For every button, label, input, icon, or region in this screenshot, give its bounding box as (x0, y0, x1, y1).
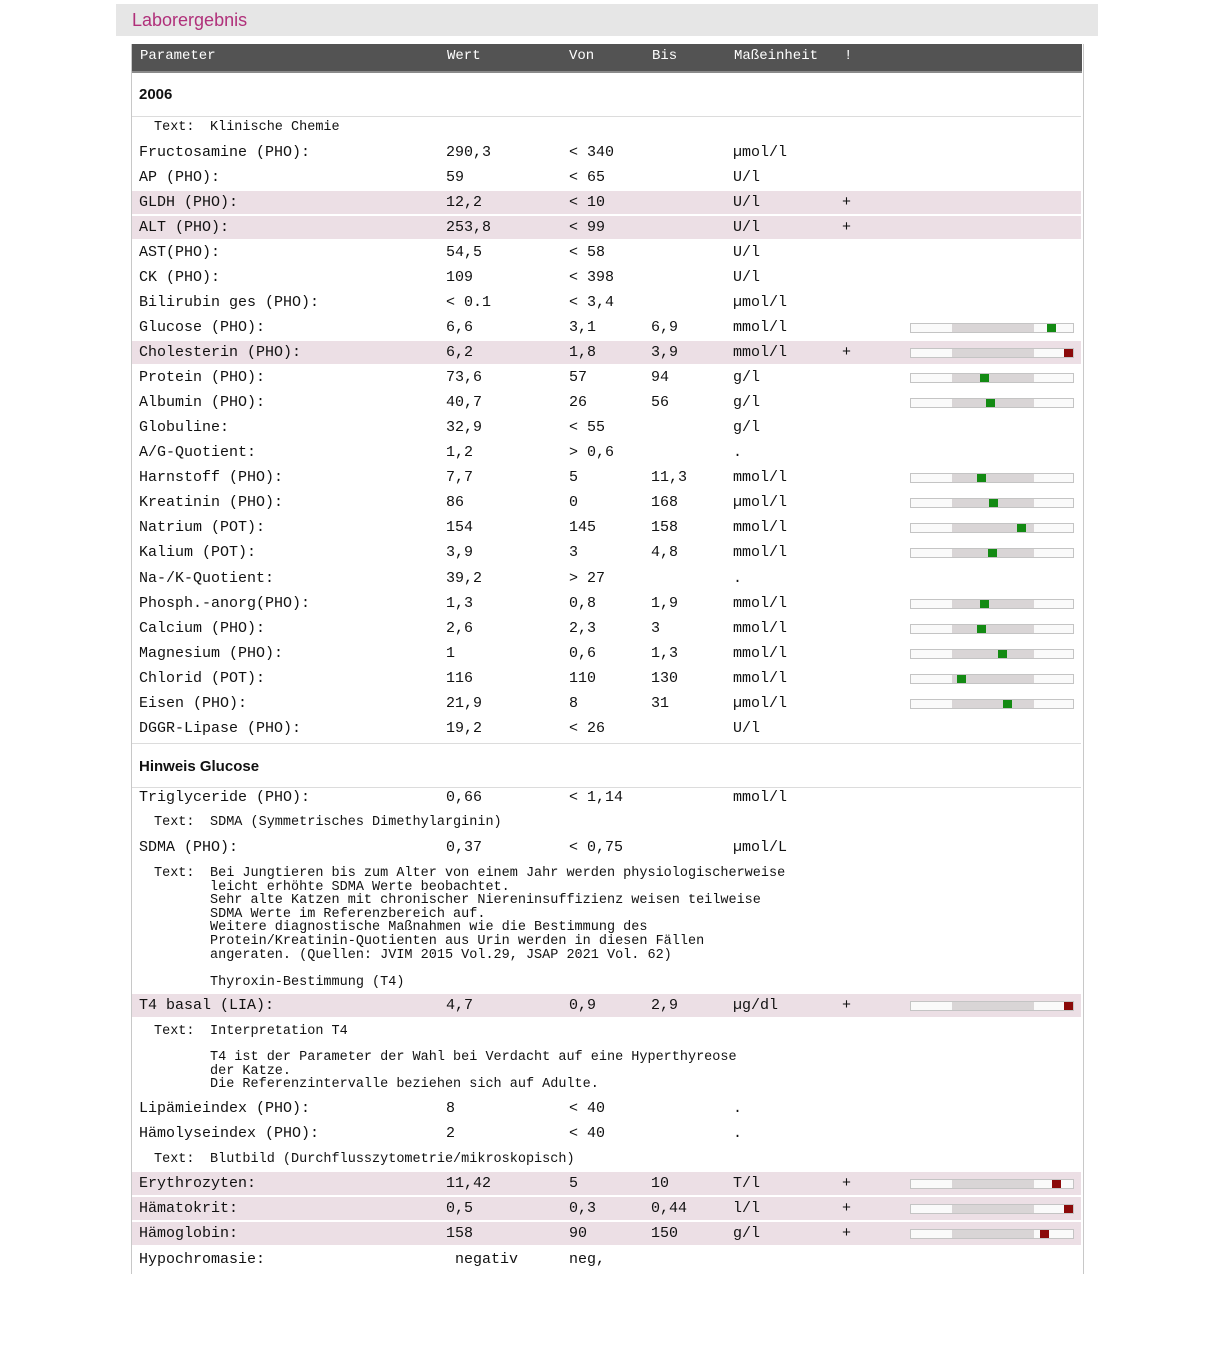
unit: µmol/l (733, 494, 788, 511)
range-indicator-bar (910, 373, 1074, 383)
unit: g/l (733, 394, 761, 411)
unit: g/l (733, 419, 761, 436)
unit: mmol/l (733, 519, 788, 536)
text-line: Sehr alte Katzen mit chronischer Niereninsuffizienz weisen teilweise (210, 893, 761, 909)
range-from: 3 (569, 544, 579, 561)
param-name: Protein (PHO): (139, 369, 266, 386)
range-indicator-bar (910, 498, 1074, 508)
text-label: Text: (154, 1152, 195, 1167)
param-name: Hämolyseindex (PHO): (139, 1125, 320, 1142)
table-row (132, 266, 1081, 289)
param-name: Calcium (PHO): (139, 620, 266, 637)
param-name: Magnesium (PHO): (139, 645, 284, 662)
param-name: CK (PHO): (139, 269, 221, 286)
text-label: Text: (154, 815, 195, 830)
value: 2,6 (446, 620, 474, 637)
param-name: Hämoglobin: (139, 1225, 239, 1242)
value: 7,7 (446, 469, 474, 486)
range-to: 4,8 (651, 544, 679, 561)
range-indicator-bar (910, 1001, 1074, 1011)
value: 8 (446, 1100, 456, 1117)
text-note-block (210, 867, 785, 962)
text-label: Text: (154, 1024, 195, 1039)
unit: l/l (733, 1200, 761, 1217)
table-row (132, 567, 1081, 590)
param-name: Bilirubin ges (PHO): (139, 294, 320, 311)
text-label: Text: (154, 866, 195, 881)
reference-range (952, 1205, 1034, 1213)
range-from: < 3,4 (569, 294, 615, 311)
reference-range (952, 324, 1034, 332)
flag: + (842, 1175, 852, 1192)
range-from: > 0,6 (569, 444, 615, 461)
value-marker (980, 600, 989, 608)
value-marker (1017, 524, 1026, 532)
text-note-block (210, 1051, 737, 1092)
table-row (132, 441, 1081, 464)
range-from: < 1,14 (569, 789, 624, 806)
text-line: Protein/Kreatinin-Quotienten aus Urin werden in diesen Fällen (210, 933, 705, 949)
text-note: Blutbild (Durchflusszytometrie/mikroskopisch) (210, 1152, 575, 1167)
reference-range (952, 1230, 1034, 1238)
param-name: GLDH (PHO): (139, 194, 239, 211)
range-indicator-bar (910, 649, 1074, 659)
range-indicator-bar (910, 674, 1074, 684)
unit: mmol/l (733, 319, 788, 336)
range-to: 158 (651, 519, 679, 536)
section-separator (132, 743, 1081, 744)
reference-range (952, 600, 1034, 608)
value: 116 (446, 670, 474, 687)
unit: g/l (733, 1225, 761, 1242)
range-from: 5 (569, 469, 579, 486)
value-marker (980, 374, 989, 382)
unit: U/l (733, 720, 761, 737)
reference-range (952, 374, 1034, 382)
value: 54,5 (446, 244, 483, 261)
unit: T/l (733, 1175, 761, 1192)
value: 11,42 (446, 1175, 492, 1192)
param-name: DGGR-Lipase (PHO): (139, 720, 302, 737)
range-from: > 27 (569, 570, 606, 587)
flag: + (842, 219, 852, 236)
reference-range (952, 650, 1034, 658)
range-from: < 26 (569, 720, 606, 737)
text-note: Thyroxin-Bestimmung (T4) (210, 975, 405, 990)
unit: µmol/L (733, 839, 788, 856)
value-marker (977, 474, 986, 482)
value-marker (998, 650, 1007, 658)
table-row (132, 191, 1081, 214)
value-marker (1052, 1180, 1061, 1188)
unit: U/l (733, 169, 761, 186)
value: 59 (446, 169, 465, 186)
value: 86 (446, 494, 465, 511)
unit: . (733, 444, 743, 461)
unit: g/l (733, 369, 761, 386)
param-name: Fructosamine (PHO): (139, 144, 311, 161)
unit: U/l (733, 244, 761, 261)
reference-range (952, 349, 1034, 357)
range-from: < 0,75 (569, 839, 624, 856)
text-line: T4 ist der Parameter der Wahl bei Verdacht auf eine Hyperthyreose (210, 1050, 737, 1065)
unit: U/l (733, 194, 761, 211)
range-to: 11,3 (651, 469, 688, 486)
param-name: ALT (PHO): (139, 219, 230, 236)
range-indicator-bar (910, 1179, 1074, 1189)
unit: U/l (733, 269, 761, 286)
range-to: 56 (651, 394, 670, 411)
range-to: 168 (651, 494, 679, 511)
range-from: < 10 (569, 194, 606, 211)
range-from: 0,3 (569, 1200, 597, 1217)
text-note: SDMA (Symmetrisches Dimethylarginin) (210, 815, 502, 830)
reference-range (952, 1180, 1034, 1188)
table-row (132, 836, 1081, 859)
text-note: Interpretation T4 (210, 1024, 348, 1039)
range-from: < 65 (569, 169, 606, 186)
range-from: < 398 (569, 269, 615, 286)
section-heading-hinweis: Hinweis Glucose (139, 758, 260, 775)
flag: + (842, 344, 852, 361)
value-marker (977, 625, 986, 633)
unit: . (733, 1100, 743, 1117)
unit: U/l (733, 219, 761, 236)
text-label: Text: (154, 120, 195, 135)
table-row (132, 241, 1081, 264)
reference-range (952, 625, 1034, 633)
header-unit: Maßeinheit (734, 48, 819, 64)
range-indicator-bar (910, 1229, 1074, 1239)
value-marker (989, 499, 998, 507)
param-name: T4 basal (LIA): (139, 997, 275, 1014)
range-to: 1,9 (651, 595, 679, 612)
flag: + (842, 1225, 852, 1242)
unit: µmol/l (733, 144, 788, 161)
param-name: Hypochromasie: (139, 1251, 266, 1268)
range-indicator-bar (910, 699, 1074, 709)
range-from: 26 (569, 394, 588, 411)
range-from: 3,1 (569, 319, 597, 336)
param-name: AP (PHO): (139, 169, 221, 186)
unit: mmol/l (733, 344, 788, 361)
range-indicator-bar (910, 323, 1074, 333)
range-from: neg, (569, 1251, 606, 1268)
value-marker (1064, 1205, 1073, 1213)
table-row (132, 1122, 1081, 1145)
range-to: 150 (651, 1225, 679, 1242)
value: negativ (446, 1251, 519, 1268)
report-title-bar (116, 4, 1098, 36)
unit: mmol/l (733, 595, 788, 612)
header-flag: ! (844, 48, 853, 64)
param-name: Albumin (PHO): (139, 394, 266, 411)
range-from: 110 (569, 670, 597, 687)
param-name: Hämatokrit: (139, 1200, 239, 1217)
range-to: 1,3 (651, 645, 679, 662)
table-row (132, 416, 1081, 439)
value: 21,9 (446, 695, 483, 712)
value: 253,8 (446, 219, 492, 236)
param-name: AST(PHO): (139, 244, 221, 261)
table-row (132, 1097, 1081, 1120)
value: 40,7 (446, 394, 483, 411)
unit: mmol/l (733, 670, 788, 687)
range-indicator-bar (910, 599, 1074, 609)
param-name: Na-/K-Quotient: (139, 570, 275, 587)
range-from: 57 (569, 369, 588, 386)
unit: µg/dl (733, 997, 779, 1014)
range-to: 3 (651, 620, 661, 637)
range-from: 0 (569, 494, 579, 511)
flag: + (842, 1200, 852, 1217)
table-row (132, 166, 1081, 189)
range-from: 2,3 (569, 620, 597, 637)
text-line: leicht erhöhte SDMA Werte beobachtet. (210, 879, 510, 895)
param-name: A/G-Quotient: (139, 444, 257, 461)
param-name: Lipämieindex (PHO): (139, 1100, 311, 1117)
value: 12,2 (446, 194, 483, 211)
range-indicator-bar (910, 624, 1074, 634)
table-row (132, 216, 1081, 239)
range-indicator-bar (910, 523, 1074, 533)
header-von: Von (569, 48, 595, 64)
param-name: Globuline: (139, 419, 230, 436)
value-marker (1040, 1230, 1049, 1238)
param-name: Kalium (POT): (139, 544, 257, 561)
table-header (132, 44, 1082, 73)
section-separator (132, 116, 1081, 117)
range-indicator-bar (910, 348, 1074, 358)
param-name: Chlorid (POT): (139, 670, 266, 687)
range-from: 0,9 (569, 997, 597, 1014)
range-to: 31 (651, 695, 670, 712)
range-to: 10 (651, 1175, 670, 1192)
range-from: < 40 (569, 1100, 606, 1117)
param-name: Glucose (PHO): (139, 319, 266, 336)
flag: + (842, 194, 852, 211)
value: 19,2 (446, 720, 483, 737)
range-to: 0,44 (651, 1200, 688, 1217)
param-name: Triglyceride (PHO): (139, 789, 311, 806)
unit: mmol/l (733, 620, 788, 637)
value: 32,9 (446, 419, 483, 436)
value: 158 (446, 1225, 474, 1242)
value-marker (957, 675, 966, 683)
range-from: < 340 (569, 144, 615, 161)
value-marker (986, 399, 995, 407)
param-name: Cholesterin (PHO): (139, 344, 302, 361)
reference-range (952, 474, 1034, 482)
value: 109 (446, 269, 474, 286)
range-indicator-bar (910, 1204, 1074, 1214)
range-from: 5 (569, 1175, 579, 1192)
header-wert: Wert (447, 48, 481, 64)
range-from: 0,6 (569, 645, 597, 662)
value-marker (1064, 349, 1073, 357)
value: 2 (446, 1125, 456, 1142)
param-name: Phosph.-anorg(PHO): (139, 595, 311, 612)
range-from: 1,8 (569, 344, 597, 361)
text-line: angeraten. (Quellen: JVIM 2015 Vol.29, JSAP 2021 Vol. 62) (210, 947, 672, 963)
range-from: < 40 (569, 1125, 606, 1142)
value-marker (1003, 700, 1012, 708)
value: 0,66 (446, 789, 483, 806)
value: 6,2 (446, 344, 474, 361)
text-line: SDMA Werte im Referenzbereich auf. (210, 906, 486, 922)
value: < 0.1 (446, 294, 492, 311)
range-to: 2,9 (651, 997, 679, 1014)
text-line: Weitere diagnostische Maßnahmen wie die Bestimmung des (210, 920, 648, 936)
value: 154 (446, 519, 474, 536)
param-name: SDMA (PHO): (139, 839, 239, 856)
header-parameter: Parameter (140, 48, 216, 64)
range-from: 90 (569, 1225, 588, 1242)
value: 290,3 (446, 144, 492, 161)
range-to: 3,9 (651, 344, 679, 361)
range-from: < 58 (569, 244, 606, 261)
range-indicator-bar (910, 473, 1074, 483)
value: 4,7 (446, 997, 474, 1014)
table-row (132, 1248, 1081, 1271)
unit: µmol/l (733, 695, 788, 712)
table-row (132, 717, 1081, 740)
report-title: Laborergebnis (132, 10, 248, 30)
reference-range (952, 1002, 1034, 1010)
value: 6,6 (446, 319, 474, 336)
value: 1,3 (446, 595, 474, 612)
param-name: Eisen (PHO): (139, 695, 248, 712)
reference-range (952, 700, 1034, 708)
range-indicator-bar (910, 398, 1074, 408)
range-indicator-bar (910, 548, 1074, 558)
param-name: Harnstoff (PHO): (139, 469, 284, 486)
text-line: Bei Jungtieren bis zum Alter von einem Jahr werden physiologischerweise (210, 866, 786, 881)
text-note: Klinische Chemie (210, 120, 340, 135)
value: 0,5 (446, 1200, 474, 1217)
range-from: 0,8 (569, 595, 597, 612)
table-row (132, 291, 1081, 314)
value-marker (1064, 1002, 1073, 1010)
value: 1 (446, 645, 456, 662)
value-marker (1047, 324, 1056, 332)
unit: mmol/l (733, 645, 788, 662)
param-name: Natrium (POT): (139, 519, 266, 536)
range-to: 94 (651, 369, 670, 386)
range-from: 145 (569, 519, 597, 536)
unit: mmol/l (733, 544, 788, 561)
unit: µmol/l (733, 294, 788, 311)
table-row (132, 786, 1081, 809)
range-to: 6,9 (651, 319, 679, 336)
unit: . (733, 1125, 743, 1142)
value: 1,2 (446, 444, 474, 461)
text-line: Die Referenzintervalle beziehen sich auf Adulte. (210, 1077, 599, 1093)
range-from: < 99 (569, 219, 606, 236)
header-bis: Bis (652, 48, 678, 64)
param-name: Erythrozyten: (139, 1175, 257, 1192)
text-line: der Katze. (210, 1063, 292, 1079)
unit: mmol/l (733, 469, 788, 486)
value: 3,9 (446, 544, 474, 561)
table-row (132, 141, 1081, 164)
value: 73,6 (446, 369, 483, 386)
range-to: 130 (651, 670, 679, 687)
range-from: 8 (569, 695, 579, 712)
param-name: Kreatinin (PHO): (139, 494, 284, 511)
section-heading-2006: 2006 (139, 86, 173, 103)
value: 0,37 (446, 839, 483, 856)
unit: . (733, 570, 743, 587)
value: 39,2 (446, 570, 483, 587)
value-marker (988, 549, 997, 557)
flag: + (842, 997, 852, 1014)
unit: mmol/l (733, 789, 788, 806)
range-from: < 55 (569, 419, 606, 436)
